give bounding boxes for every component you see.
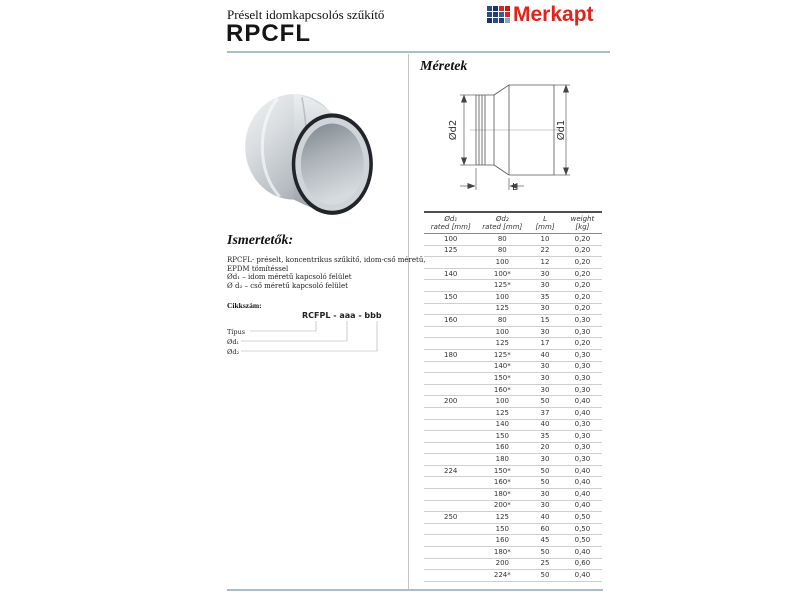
logo-text: Merkapt (513, 3, 594, 26)
table-row (424, 245, 602, 257)
table-row (424, 407, 602, 419)
table-cell: 60 (527, 523, 563, 535)
dimensions-table (424, 211, 602, 582)
table-cell: 25 (527, 558, 563, 570)
table-row (424, 512, 602, 524)
table-row (424, 570, 602, 582)
table-row (424, 489, 602, 501)
table-cell (424, 303, 477, 315)
table-cell: 140 (424, 268, 477, 280)
table-cell: 0,30 (563, 419, 602, 431)
table-row (424, 500, 602, 512)
description-line: EPDM tömítéssel (227, 264, 289, 273)
table-cell: 150 (477, 431, 527, 443)
table-cell: 15 (527, 315, 563, 327)
table-cell: 200 (424, 396, 477, 408)
table-cell: 100 (477, 291, 527, 303)
table-row (424, 465, 602, 477)
logo-grid-icon (487, 6, 510, 23)
table-cell: 10 (527, 234, 563, 246)
table-cell: 45 (527, 535, 563, 547)
table-cell: 30 (527, 373, 563, 385)
table-cell: 0,40 (563, 477, 602, 489)
table-row (424, 280, 602, 292)
article-number-label: Cikkszám: (227, 301, 262, 310)
table-row (424, 338, 602, 350)
description-line: RPCFL- préselt, koncentrikus szűkítő, idom-cső méretű, (227, 256, 426, 264)
drawing-label-d1: Ød1 (556, 119, 567, 141)
table-cell: 224* (477, 570, 527, 582)
table-cell: 160* (477, 384, 527, 396)
table-row (424, 419, 602, 431)
table-cell: 125* (477, 280, 527, 292)
table-cell: 0,40 (563, 500, 602, 512)
description-line: Ø d₂ – cső méretű kapcsoló felület (227, 281, 348, 290)
table-cell: 35 (527, 431, 563, 443)
table-cell: 0,20 (563, 338, 602, 350)
table-cell: 0,40 (563, 396, 602, 408)
section-title-meretek: Méretek (420, 59, 468, 74)
merkapt-logo (487, 3, 594, 26)
table-row (424, 234, 602, 246)
table-row (424, 303, 602, 315)
table-cell: 50 (527, 570, 563, 582)
table-cell: 180 (477, 454, 527, 466)
table-cell: 200 (477, 558, 527, 570)
code-legend-d2: Ød₂ (227, 348, 240, 356)
table-cell: 0,30 (563, 373, 602, 385)
table-cell (424, 535, 477, 547)
table-cell: 50 (527, 465, 563, 477)
table-cell: 150 (477, 523, 527, 535)
table-cell: 40 (527, 419, 563, 431)
table-cell: 160 (424, 315, 477, 327)
table-row (424, 558, 602, 570)
table-cell: 125 (477, 303, 527, 315)
table-cell: 140 (477, 419, 527, 431)
table-cell: 0,20 (563, 291, 602, 303)
table-cell (424, 431, 477, 443)
drawing-label-d2: Ød2 (448, 119, 459, 141)
table-cell: 40 (527, 349, 563, 361)
table-cell: 224 (424, 465, 477, 477)
table-cell: 100* (477, 268, 527, 280)
table-cell: 0,30 (563, 454, 602, 466)
code-legend-tipus: Típus (227, 328, 246, 336)
table-row (424, 431, 602, 443)
table-cell: 35 (527, 291, 563, 303)
table-cell: 150* (477, 373, 527, 385)
table-row (424, 523, 602, 535)
table-row (424, 349, 602, 361)
table-cell (424, 419, 477, 431)
table-cell: 0,60 (563, 558, 602, 570)
product-photo (243, 84, 375, 228)
table-cell: 0,40 (563, 465, 602, 477)
table-cell: 30 (527, 361, 563, 373)
table-cell: 0,30 (563, 326, 602, 338)
table-cell (424, 454, 477, 466)
product-title: RPCFL (226, 20, 311, 47)
table-cell: 30 (527, 280, 563, 292)
table-row (424, 442, 602, 454)
product-description (227, 256, 426, 290)
table-cell: 30 (527, 454, 563, 466)
table-cell: 30 (527, 326, 563, 338)
table-cell (424, 373, 477, 385)
table-header-cell: Ød₁ rated [mm] (430, 215, 471, 231)
table-cell: 100 (424, 234, 477, 246)
table-row (424, 373, 602, 385)
table-cell (424, 361, 477, 373)
description-line: Ød₁ – idom méretű kapcsoló felület (227, 273, 352, 282)
table-cell: 200* (477, 500, 527, 512)
table-cell: 30 (527, 500, 563, 512)
table-cell: 0,30 (563, 361, 602, 373)
table-cell (424, 257, 477, 269)
table-cell (424, 407, 477, 419)
table-row (424, 396, 602, 408)
table-cell: 17 (527, 338, 563, 350)
table-cell: 80 (477, 315, 527, 327)
table-cell: 125 (424, 245, 477, 257)
table-cell: 125 (477, 338, 527, 350)
table-row (424, 257, 602, 269)
table-cell: 0,40 (563, 489, 602, 501)
article-code-diagram (227, 305, 405, 363)
product-subtitle: Préselt idomkapcsolós szűkítő (227, 7, 385, 22)
table-cell: 0,40 (563, 407, 602, 419)
table-header-row (424, 212, 602, 234)
table-cell (424, 477, 477, 489)
table-row (424, 315, 602, 327)
table-cell: 160* (477, 477, 527, 489)
table-cell: 0,20 (563, 234, 602, 246)
table-cell: 0,20 (563, 280, 602, 292)
table-cell (424, 442, 477, 454)
table-cell: 160 (477, 442, 527, 454)
table-row (424, 326, 602, 338)
column-divider (408, 54, 409, 589)
table-cell: 0,40 (563, 547, 602, 559)
table-cell (424, 547, 477, 559)
table-cell: 30 (527, 268, 563, 280)
table-row (424, 454, 602, 466)
table-cell: 0,50 (563, 512, 602, 524)
table-cell: 0,50 (563, 523, 602, 535)
table-cell: 50 (527, 396, 563, 408)
table-cell: 22 (527, 245, 563, 257)
table-header-cell: weight [kg] (570, 215, 595, 231)
header-divider (227, 51, 610, 53)
table-row (424, 268, 602, 280)
dimension-drawing (442, 82, 587, 198)
table-cell: 180* (477, 489, 527, 501)
drawing-label-l: L (512, 182, 518, 193)
table-row (424, 547, 602, 559)
table-cell (424, 384, 477, 396)
table-cell (424, 338, 477, 350)
table-cell: 180 (424, 349, 477, 361)
table-cell: 0,30 (563, 384, 602, 396)
table-cell: 50 (527, 477, 563, 489)
table-cell (424, 500, 477, 512)
table-cell: 20 (527, 442, 563, 454)
table-cell: 0,30 (563, 349, 602, 361)
table-cell: 150* (477, 465, 527, 477)
code-legend-d1: Ød₁ (227, 338, 240, 346)
table-cell: 0,20 (563, 268, 602, 280)
section-title-ismertetok: Ismertetők: (227, 233, 294, 248)
table-cell: 100 (477, 257, 527, 269)
table-cell: 0,40 (563, 570, 602, 582)
table-cell: 30 (527, 384, 563, 396)
table-cell: 30 (527, 489, 563, 501)
table-row (424, 535, 602, 547)
table-cell: 0,30 (563, 315, 602, 327)
table-cell (424, 326, 477, 338)
table-cell: 50 (527, 547, 563, 559)
table-row (424, 361, 602, 373)
table-cell: 0,50 (563, 535, 602, 547)
table-cell: 160 (477, 535, 527, 547)
table-cell: 0,30 (563, 442, 602, 454)
table-cell: 125 (477, 407, 527, 419)
article-code: RCFPL - aaa - bbb (302, 311, 382, 320)
table-cell: 100 (477, 326, 527, 338)
table-cell: 0,20 (563, 303, 602, 315)
table-cell: 250 (424, 512, 477, 524)
footer-divider (227, 589, 603, 591)
table-cell (424, 280, 477, 292)
table-cell: 125 (477, 512, 527, 524)
table-cell: 140* (477, 361, 527, 373)
table-cell: 125* (477, 349, 527, 361)
table-cell (424, 489, 477, 501)
table-header-cell: L [mm] (535, 215, 555, 231)
table-cell: 0,20 (563, 257, 602, 269)
table-cell: 150 (424, 291, 477, 303)
table-header-cell: Ød₂ rated [mm] (482, 215, 523, 231)
table-cell: 0,20 (563, 245, 602, 257)
table-cell: 80 (477, 234, 527, 246)
table-row (424, 291, 602, 303)
table-cell: 12 (527, 257, 563, 269)
table-row (424, 477, 602, 489)
table-body (424, 234, 602, 582)
table-cell: 0,30 (563, 431, 602, 443)
table-cell: 37 (527, 407, 563, 419)
table-cell: 100 (477, 396, 527, 408)
table-cell: 40 (527, 512, 563, 524)
table-cell (424, 570, 477, 582)
table-cell: 30 (527, 303, 563, 315)
table-row (424, 384, 602, 396)
table-cell: 180* (477, 547, 527, 559)
table-cell (424, 558, 477, 570)
table-cell (424, 523, 477, 535)
table-cell: 80 (477, 245, 527, 257)
